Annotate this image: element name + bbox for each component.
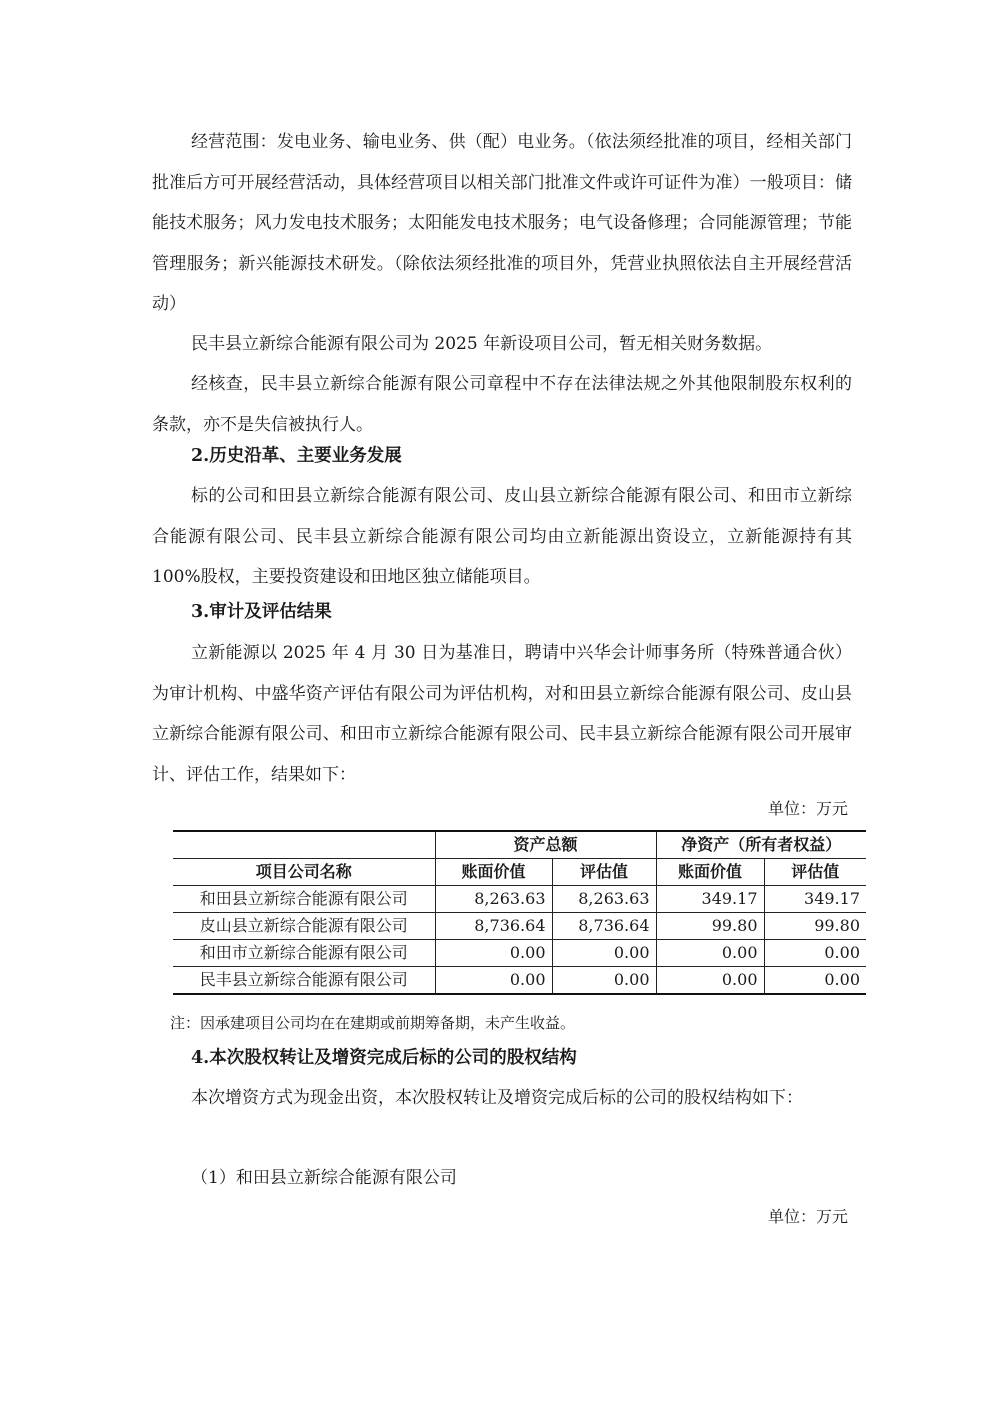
value-cell: 8,736.64	[435, 913, 552, 940]
table-note: 注：因承建项目公司均在在建期或前期筹备期，未产生收益。	[170, 1014, 576, 1032]
unit-label: 单位：万元	[767, 799, 848, 818]
company-name-cell: 民丰县立新综合能源有限公司	[173, 967, 435, 995]
audit-paragraph: 立新能源以 2025 年 4 月 30 日为基准日，聘请中兴华会计师事务所（特殊普通合伙）为审计机构、中盛华资产评估有限公司为评估机构，对和田县立新综合能源有限公司、皮山县立新综合能源有限公司、和田市立新综合能源有限公司、民丰县立新综合能源有限公司开展审计、评估工作，结果如下：	[152, 643, 852, 785]
section-heading-history: 2.历史沿革、主要业务发展	[191, 446, 402, 466]
section-heading-audit: 3.审计及评估结果	[191, 602, 332, 622]
value-cell: 99.80	[764, 913, 866, 940]
value-cell: 8,263.63	[552, 886, 656, 913]
value-cell: 349.17	[764, 886, 866, 913]
value-cell: 0.00	[435, 967, 552, 995]
audit-results-table	[173, 830, 866, 995]
business-scope-paragraph: 经营范围：发电业务、输电业务、供（配）电业务。（依法须经批准的项目，经相关部门批准后方可开展经营活动，具体经营项目以相关部门批准文件或许可证件为准）一般项目：储能技术服务；风力发电技术服务；太阳能发电技术服务；电气设备修理；合同能源管理；节能管理服务；新兴能源技术研发。（除依法须经批准的项目外，凭营业执照依法自主开展经营活动）	[152, 132, 852, 314]
unit-label-2: 单位：万元	[767, 1207, 848, 1226]
new-company-paragraph: 民丰县立新综合能源有限公司为 2025 年新设项目公司，暂无相关财务数据。	[191, 334, 773, 354]
value-cell: 0.00	[764, 967, 866, 995]
history-paragraph: 标的公司和田县立新综合能源有限公司、皮山县立新综合能源有限公司、和田市立新综合能源有限公司、民丰县立新综合能源有限公司均由立新能源出资设立，立新能源持有其 100%股权，主要投资建设和田地区独立储能项目。	[152, 486, 852, 587]
table-header-eval-value-net: 评估值	[764, 859, 866, 886]
table-row	[173, 913, 866, 940]
table-header-net-assets: 净资产（所有者权益）	[656, 831, 866, 859]
value-cell: 0.00	[435, 940, 552, 967]
table-header-eval-value-assets: 评估值	[552, 859, 656, 886]
table-header-total-assets: 资产总额	[435, 831, 656, 859]
subsection-company-item: （1）和田县立新综合能源有限公司	[191, 1168, 457, 1188]
section-heading-equity-structure: 4.本次股权转让及增资完成后标的公司的股权结构	[191, 1048, 577, 1068]
value-cell: 8,736.64	[552, 913, 656, 940]
table-row	[173, 940, 866, 967]
value-cell: 0.00	[656, 967, 764, 995]
company-name-cell: 皮山县立新综合能源有限公司	[173, 913, 435, 940]
value-cell: 8,263.63	[435, 886, 552, 913]
table-header-book-value-net: 账面价值	[656, 859, 764, 886]
value-cell: 349.17	[656, 886, 764, 913]
table-header-blank	[173, 831, 435, 859]
value-cell: 0.00	[552, 967, 656, 995]
table-row	[173, 886, 866, 913]
equity-structure-paragraph: 本次增资方式为现金出资，本次股权转让及增资完成后标的公司的股权结构如下：	[191, 1088, 803, 1108]
table-row	[173, 967, 866, 995]
table-header-company-name: 项目公司名称	[173, 859, 435, 886]
company-name-cell: 和田市立新综合能源有限公司	[173, 940, 435, 967]
value-cell: 0.00	[764, 940, 866, 967]
verification-paragraph: 经核查，民丰县立新综合能源有限公司章程中不存在法律法规之外其他限制股东权利的条款，亦不是失信被执行人。	[152, 374, 852, 435]
value-cell: 99.80	[656, 913, 764, 940]
value-cell: 0.00	[656, 940, 764, 967]
company-name-cell: 和田县立新综合能源有限公司	[173, 886, 435, 913]
value-cell: 0.00	[552, 940, 656, 967]
table-header-book-value-assets: 账面价值	[435, 859, 552, 886]
